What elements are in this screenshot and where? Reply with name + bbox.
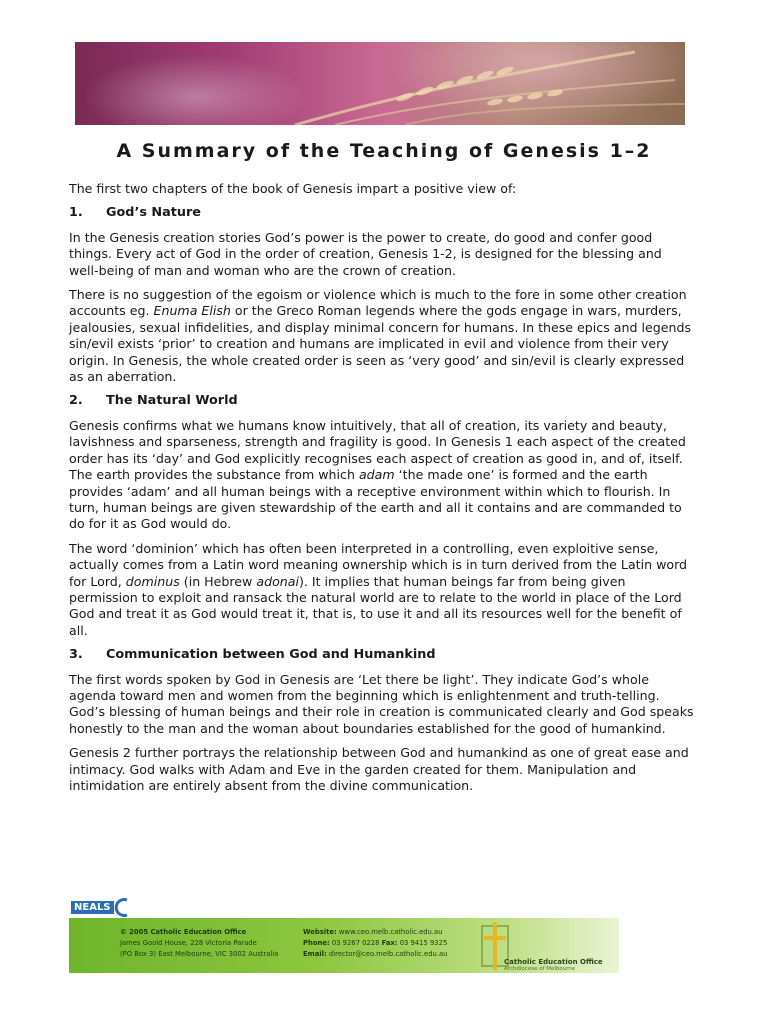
section-heading-natural-world — [69, 393, 694, 409]
section-title: Communication between God and Humankind — [106, 647, 436, 663]
neals-label: NEALS — [71, 901, 114, 914]
section-heading-gods-nature — [69, 205, 694, 221]
communication-paragraph-2: Genesis 2 further portrays the relationship between God and humankind as one of great ease and intimacy. God walks with Adam and Eve in the garden created for them. Manipulation and intimidation are entirely absent from the divine communication. — [69, 745, 689, 793]
gods-nature-paragraph-1: In the Genesis creation stories God’s power is the power to create, do good and confer good things. Every act of God in the order of creation, Genesis 1-2, is designed for the blessing and well-being of man and woman who are the crown of creation. — [69, 229, 662, 278]
footer-address-line-1: James Goold House, 228 Victoria Parade — [120, 939, 257, 947]
footer-phone: 03 9267 0228 — [331, 939, 380, 947]
neals-logo — [69, 897, 129, 918]
natural-world-paragraph-1: Genesis confirms what we humans know intuitively, that all of creation, its variety and beauty, lavishness and sparseness, strength and fragility is good. In Genesis 1 each aspect of the created order has its ‘day’ and God explicitly recognises each aspect of creation as good in, and of, itself. The earth provides the substance from which adam ‘the made one’ is formed and the earth provides ‘adam’ and all human beings with a receptive environment within which to flourish. In turn, human beings are given stewardship of the earth and all it contains and are commanded to do for it as God would do. — [69, 417, 686, 532]
header-banner-image — [75, 42, 685, 125]
document-body — [69, 181, 694, 802]
section-number: 3. — [69, 647, 83, 663]
footer-contact-block: Website: www.ceo.melb.catholic.edu.au Phone: 03 9267 0228 Fax: 03 9415 9325 Email: director@ceo.melb.catholic.edu.au — [303, 928, 448, 958]
intro-paragraph: The first two chapters of the book of Genesis impart a positive view of: — [69, 181, 517, 196]
natural-world-paragraph-2: The word ‘dominion’ which has often been interpreted in a controlling, even exploitive sense, actually comes from a Latin word meaning ownership which is in turn derived from the Latin word for Lord, dominus (in Hebrew adonai). It implies that human beings far from being given permission to exploit and ransack the natural world are to relate to the world in place of the Lord God and treat it as God would treat it, that is, to use it and all its resources well for the benefit of all. — [69, 540, 688, 638]
section-number: 1. — [69, 205, 83, 221]
neals-swirl-icon — [113, 897, 131, 918]
section-number: 2. — [69, 393, 83, 409]
gods-nature-paragraph-2: There is no suggestion of the egoism or violence which is much to the fore in some other creation accounts eg. Enuma Elish or the Greco Roman legends where the gods engage in wars, murders, jealousies, sexual infidelities, and display minimal concern for humans. In these epics and legends sin/evil exists ‘prior’ to creation and humans are implicated in evil and violence from their very origin. In Genesis, the whole created order is seen as ‘very good’ and sin/evil is clearly expressed as an aberration. — [69, 287, 692, 385]
section-title: The Natural World — [106, 393, 238, 409]
footer-copyright: © 2005 Catholic Education Office — [120, 928, 247, 936]
footer-website-link[interactable]: www.ceo.melb.catholic.edu.au — [338, 928, 443, 936]
wheat-stalks-graphic — [75, 42, 685, 125]
footer-address-block — [120, 927, 278, 960]
communication-paragraph-1: The first words spoken by God in Genesis are ‘Let there be light’. They indicate God’s whole agenda toward men and women from the beginning which is enlightenment and truth-telling. God’s blessing of human beings and their role in creation is communicated clearly and God speaks honestly to the man and the woman about boundaries established for the good of humankind. — [69, 671, 694, 736]
footer-email-link[interactable]: director@ceo.melb.catholic.edu.au — [328, 950, 448, 958]
section-heading-communication — [69, 647, 694, 663]
section-title: God’s Nature — [106, 205, 201, 221]
page-title: A Summary of the Teaching of Genesis 1–2 — [116, 140, 652, 162]
footer-fax: 03 9415 9325 — [399, 939, 448, 947]
ceo-logo-title: Catholic Education Office — [504, 958, 603, 966]
footer-address-line-2: (PO Box 3) East Melbourne, VIC 3002 Australia — [120, 950, 279, 958]
ceo-logo-subtitle: Archdiocese of Melbourne — [504, 966, 576, 972]
